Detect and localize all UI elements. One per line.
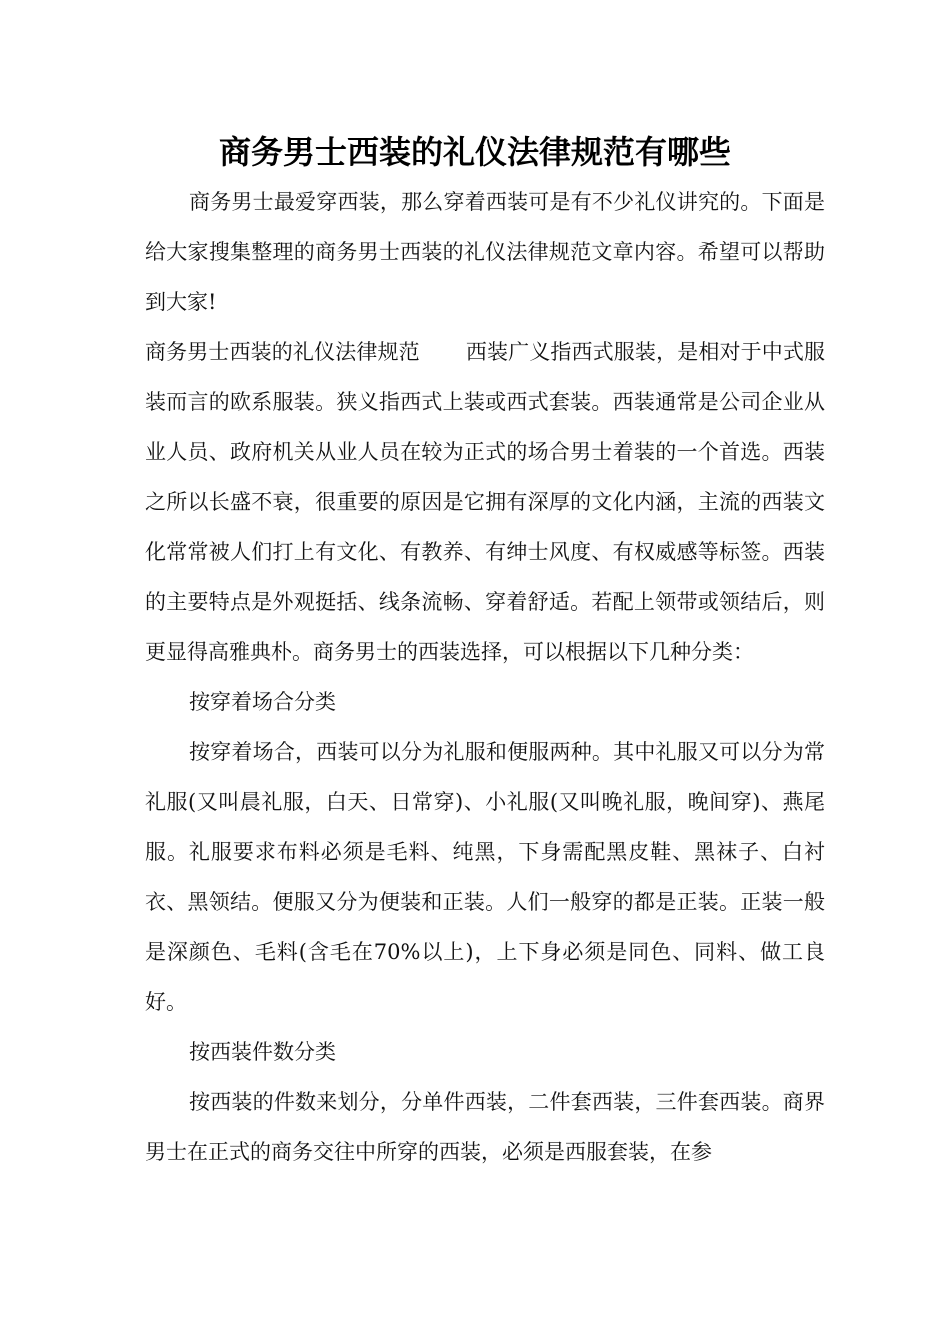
document-title: 商务男士西装的礼仪法律规范有哪些 [218,133,731,171]
pieces-paragraph: 按西装的件数来划分，分单件西装，二件套西装，三件套西装。商界男士在正式的商务交往中所穿的西装，必须是西服套装，在参 [145,1090,825,1164]
subheading-occasion: 按穿着场合分类 [189,690,336,714]
section-text: 西装广义指西式服装，是相对于中式服装而言的欧系服装。狭义指西式上装或西式套装。西装通常是公司企业从业人员、政府机关从业人员在较为正式的场合男士着装的一个首选。西装之所以长盛不衰，很重要的原因是它拥有深厚的文化内涵，主流的西装文化常常被人们打上有文化、有教养、有绅士风度、有权威感等标签。西装的主要特点是外观挺括、线条流畅、穿着舒适。若配上领带或领结后，则更显得高雅典朴。商务男士的西装选择，可以根据以下几种分类： [145,340,825,664]
subheading-pieces: 按西装件数分类 [189,1040,336,1064]
occasion-paragraph: 按穿着场合，西装可以分为礼服和便服两种。其中礼服又可以分为常礼服(又叫晨礼服，白天、日常穿)、小礼服(又叫晚礼服，晚间穿)、燕尾服。礼服要求布料必须是毛料、纯黑，下身需配黑皮鞋、黑袜子、白衬衣、黑领结。便服又分为便装和正装。人们一般穿的都是正装。正装一般是深颜色、毛料(含毛在70%以上)，上下身必须是同色、同料、做工良好。 [145,740,825,1014]
section-heading: 商务男士西装的礼仪法律规范 [145,340,420,364]
section-paragraph [145,327,825,677]
document-body [145,177,825,1177]
intro-paragraph: 商务男士最爱穿西装，那么穿着西装可是有不少礼仪讲究的。下面是给大家搜集整理的商务男士西装的礼仪法律规范文章内容。希望可以帮助到大家! [145,190,825,314]
